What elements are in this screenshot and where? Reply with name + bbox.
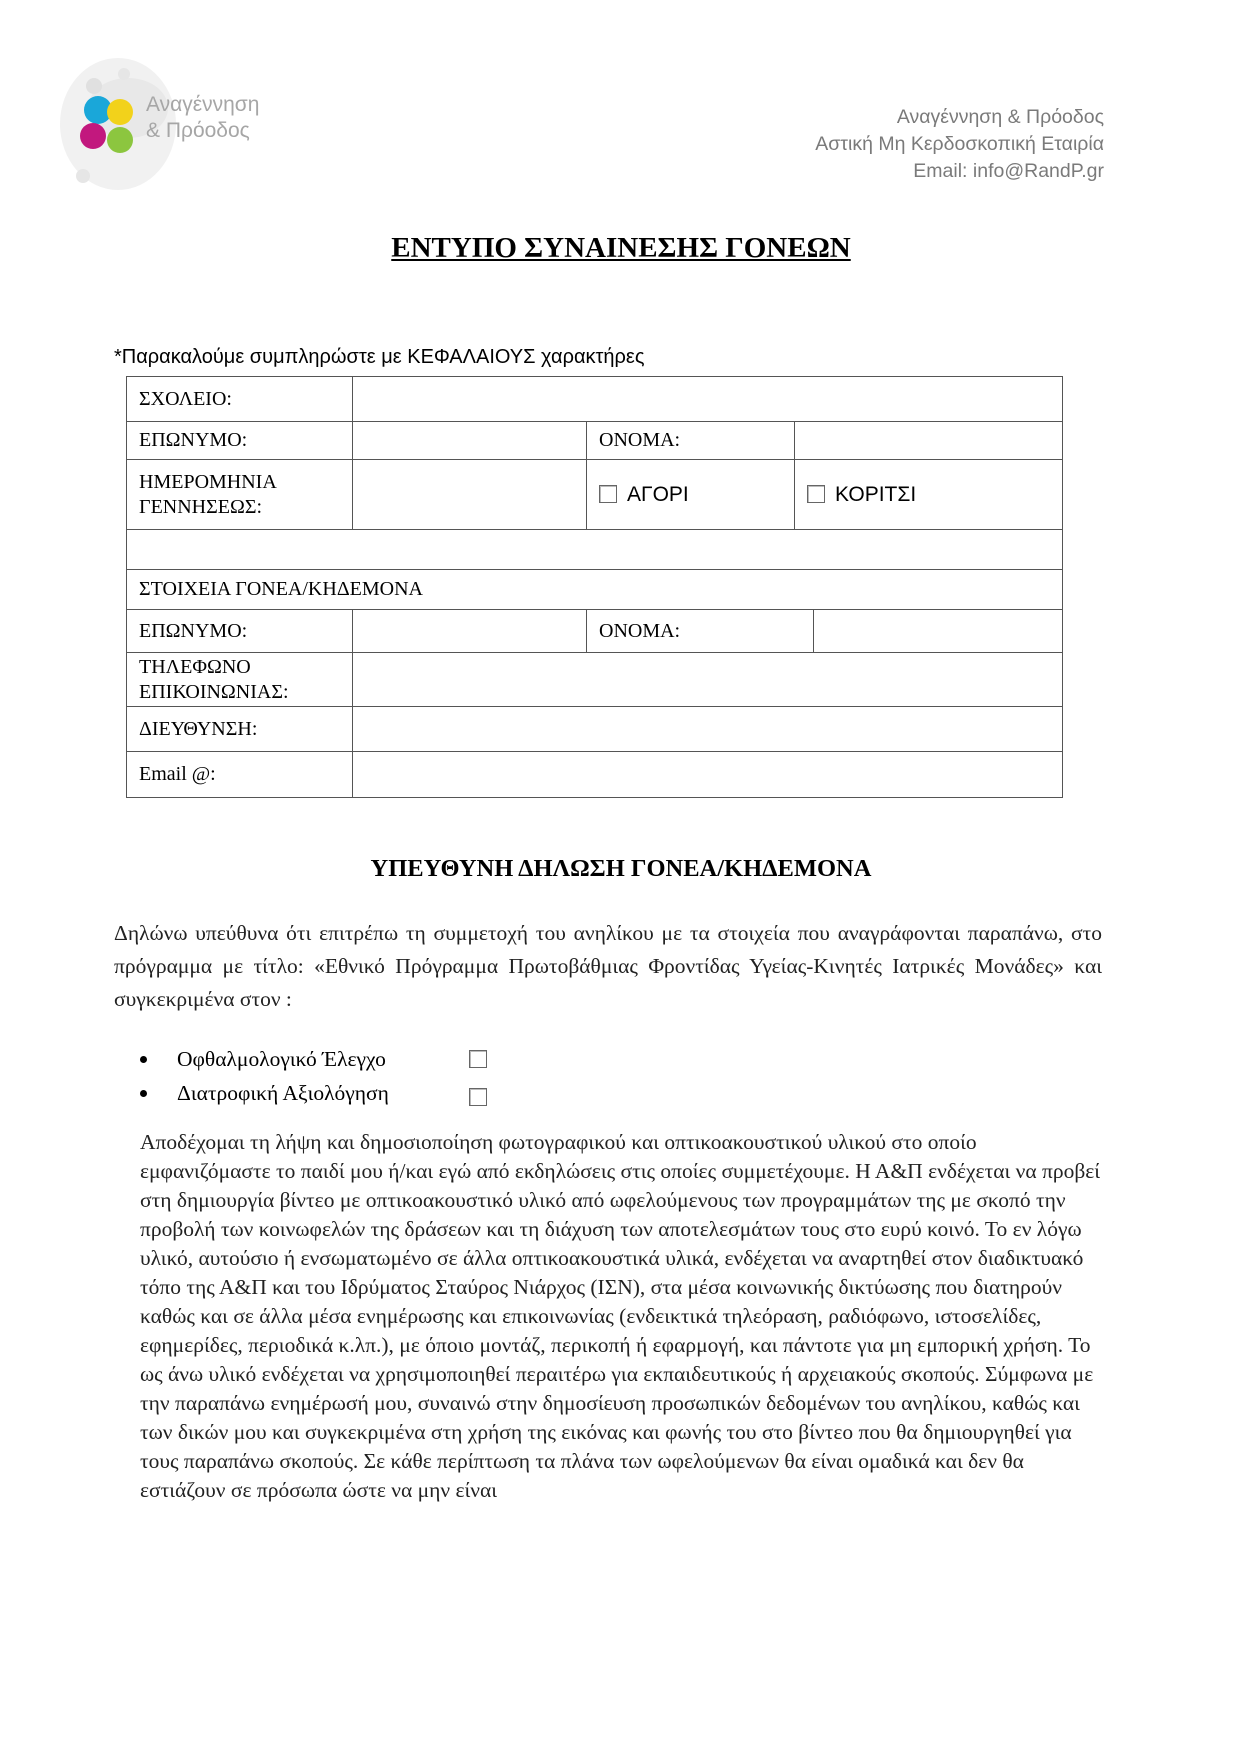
list-item (140, 1042, 487, 1076)
list-item (140, 1076, 487, 1110)
boy-label: ΑΓΟΡΙ (627, 482, 689, 506)
guardian-section-heading: ΣΤΟΙΧΕΙΑ ΓΟΝΕΑ/ΚΗΔΕΜΟΝΑ (127, 570, 1063, 610)
girl-label: ΚΟΡΙΤΣΙ (835, 482, 917, 506)
child-details-table (126, 376, 1063, 570)
guardian-name-label: ΟΝΟΜΑ: (587, 610, 814, 653)
blank-row-field[interactable] (127, 530, 1063, 570)
organization-header (815, 104, 1104, 185)
nutrition-assessment-checkbox[interactable] (469, 1088, 487, 1106)
form-title: ΕΝΤΥΠΟ ΣΥΝΑΙΝΕΣΗΣ ΓΟΝΕΩΝ (391, 232, 851, 264)
logo-text-line-2: & Πρόοδος (146, 119, 250, 142)
guardian-surname-field[interactable] (353, 610, 587, 653)
declaration-paragraph: Δηλώνω υπεύθυνα ότι επιτρέπω τη συμμετοχή του ανηλίκου με τα στοιχεία που αναγράφονται παραπάνω, στο πρόγραμμα με τίτλο: «Εθνικό Πρόγραμμα Πρωτοβάθμιας Φροντίδας Υγείας-Κινητές Ιατρικές Μονάδες» και συγκεκριμένα στον : (114, 921, 1102, 1011)
child-name-field[interactable] (795, 422, 1063, 460)
address-label: ΔΙΕΥΘΥΝΣΗ: (127, 707, 353, 752)
boy-checkbox[interactable] (599, 485, 617, 503)
table-row (127, 610, 1063, 653)
table-row (127, 422, 1063, 460)
nutrition-assessment-label: Διατροφική Αξιολόγηση (177, 1080, 389, 1105)
child-name-label: ΟΝΟΜΑ: (587, 422, 795, 460)
table-row (127, 653, 1063, 707)
phone-field[interactable] (353, 653, 1063, 707)
phone-label: ΤΗΛΕΦΩΝΟ ΕΠΙΚΟΙΝΩΝΙΑΣ: (127, 653, 353, 707)
child-surname-field[interactable] (353, 422, 587, 460)
table-row (127, 530, 1063, 570)
girl-checkbox[interactable] (807, 485, 825, 503)
boy-option[interactable] (587, 460, 795, 530)
guardian-surname-label: ΕΠΩΝΥΜΟ: (127, 610, 353, 653)
birth-date-field[interactable] (353, 460, 587, 530)
guardian-details-table (126, 569, 1063, 798)
bullet-icon (140, 1056, 147, 1063)
table-row (127, 752, 1063, 798)
table-row (127, 570, 1063, 610)
school-label: ΣΧΟΛΕΙΟ: (127, 377, 353, 422)
bullet-icon (140, 1090, 147, 1097)
address-field[interactable] (353, 707, 1063, 752)
child-surname-label: ΕΠΩΝΥΜΟ: (127, 422, 353, 460)
consent-paragraph: Αποδέχομαι τη λήψη και δημοσιοποίηση φωτογραφικού και οπτικοακουστικού υλικού στο οποίο εμφανιζόμαστε το παιδί μου ή/και εγώ από εκδηλώσεις στις οποίες συμμετέχουμε. Η Α&Π ενδέχεται να προβεί στη δημιουργία βίντεο με οπτικοακουστικό υλικό από ωφελούμενους των προγραμμάτων της με σκοπό την προβολή των κοινωφελών της δράσεων και τη διάχυση των αποτελεσμάτων τους στο ευρύ κοινό. Το εν λόγω υλικό, αυτούσιο ή ενσωματωμένο σε άλλα οπτικοακουστικά υλικά, ενδέχεται να αναρτηθεί στον διαδικτυακό τόπο της Α&Π και του Ιδρύματος Σταύρος Νιάρχος (ΙΣΝ), στα μέσα κοινωνικής δικτύωσης που διατηρούν καθώς και σε άλλα μέσα ενημέρωσης και επικοινωνίας (ενδεικτικά τηλεόραση, ραδιόφωνο, ιστοσελίδες, εφημερίδες, περιοδικά κ.λπ.), με όποιο μοντάζ, περικοπή ή εφαρμογή, και πάντοτε για μη εμπορική χρήση. Το ως άνω υλικό ενδέχεται να χρησιμοποιηθεί περαιτέρω για εκπαιδευτικούς ή αρχειακούς σκοπούς. Σύμφωνα με την παραπάνω ενημέρωσή μου, συναινώ στην δημοσίευση προσωπικών δεδομένων του ανηλίκου, καθώς και των δικών μου και συγκεκριμένα στη χρήση της εικόνας και φωνής του στο βίντεο που θα δημιουργηθεί για τους παραπάνω σκοπούς. Σε κάθε περίπτωση τα πλάνα των ωφελούμενων θα είναι ομαδικά και δεν θα εστιάζουν σε πρόσωπα ώστε να μην είναι (140, 1130, 1101, 1502)
logo-text-line-1: Αναγέννηση (146, 93, 260, 116)
table-row (127, 460, 1063, 530)
eye-exam-label: Οφθαλμολογικό Έλεγχο (177, 1046, 386, 1071)
email-label: Email @: (127, 752, 353, 798)
table-row (127, 707, 1063, 752)
organization-type: Αστική Μη Κερδοσκοπική Εταιρία (815, 133, 1104, 155)
organization-email: Email: info@RandP.gr (913, 160, 1104, 182)
caps-instruction: *Παρακαλούμε συμπληρώστε με ΚΕΦΑΛΑΙΟΥΣ χαρακτήρες (114, 346, 645, 368)
girl-option[interactable] (795, 460, 1063, 530)
email-field[interactable] (353, 752, 1063, 798)
program-options-list (140, 1042, 487, 1110)
organization-name: Αναγέννηση & Πρόοδος (896, 106, 1104, 128)
school-field[interactable] (353, 377, 1063, 422)
guardian-name-field[interactable] (814, 610, 1063, 653)
table-row (127, 377, 1063, 422)
company-logo (58, 58, 288, 218)
declaration-title: ΥΠΕΥΘΥΝΗ ΔΗΛΩΣΗ ΓΟΝΕΑ/ΚΗΔΕΜΟΝΑ (370, 855, 872, 882)
birth-date-label: ΗΜΕΡΟΜΗΝΙΑ ΓΕΝΝΗΣΕΩΣ: (127, 460, 353, 530)
eye-exam-checkbox[interactable] (469, 1050, 487, 1068)
